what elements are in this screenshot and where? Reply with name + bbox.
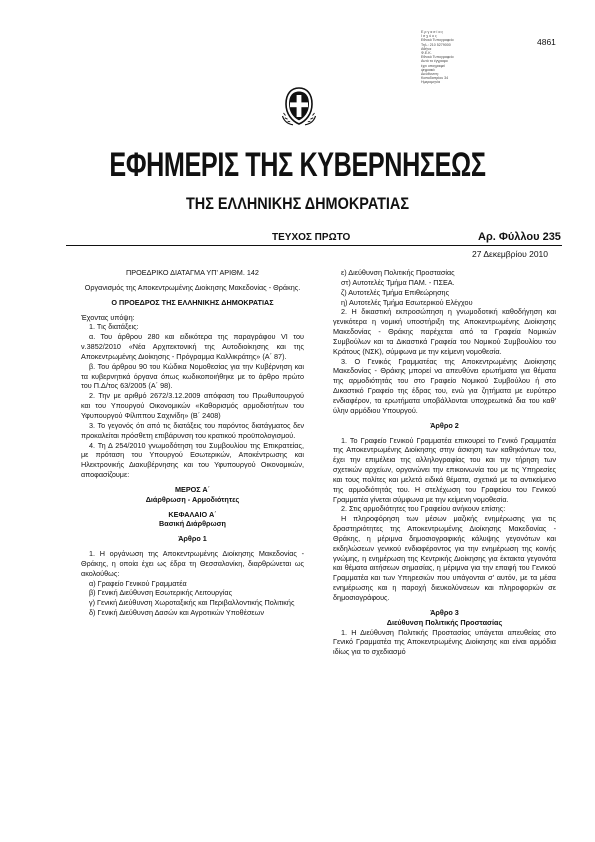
chapter-heading: ΚΕΦΑΛΑΙΟ Α΄ [168, 509, 217, 519]
stamp-line: Ι σ χ ύ ο ς [421, 34, 437, 39]
page-number: 4861 [537, 37, 556, 47]
stamp-line: Αυτό το έγγραφο [421, 59, 448, 64]
paragraph: 1. Τις διατάξεις: [89, 322, 139, 332]
stamp-line: Εθνικό Τυπογραφείο [421, 55, 454, 60]
left-column [81, 268, 304, 618]
article-heading: Άρθρο 3 [430, 607, 459, 617]
list-item: α) Γραφείο Γενικού Γραμματέα [89, 578, 187, 588]
article-heading: Άρθρο 2 [430, 420, 459, 430]
stamp-line: Φ.Ε.Κ. [421, 51, 432, 56]
paragraph: α. Του άρθρου 280 και ειδικότερα της παραγράφου VI του ν.3852/2010 «Νέα Αρχιτεκτονική της Αυτοδιοίκησης και της Αποκεντρωμένης Διοίκησης - Πρόγραμμα Καλλικράτης» (Α΄ 87). [81, 332, 304, 361]
part-heading: ΜΕΡΟΣ Α΄ [174, 484, 211, 494]
header-rule [66, 245, 562, 246]
right-column [333, 268, 556, 657]
stamp-line: έχει υπογραφεί [421, 63, 445, 68]
paragraph: 1. Η οργάνωση της Αποκεντρωμένης Διοίκησης Μακεδονίας - Θράκης, η οποία έχει ως έδρα τη Θεσσαλονίκη, διαρθρώνεται ως ακολούθως: [81, 549, 304, 578]
paragraph: 2. Στις αρμοδιότητες του Γραφείου ανήκουν επίσης: [341, 504, 506, 514]
paragraph: 3. Το γεγονός ότι από τις διατάξεις του παρόντος διατάγματος δεν προκαλείται πρόσθετη επιβάρυνση του κρατικού προϋπολογισμού. [81, 420, 304, 440]
article-heading: Άρθρο 1 [178, 534, 207, 544]
paragraph: 4. Τη Δ 254/2010 γνωμοδότηση του Συμβουλίου της Επικρατείας, με πρόταση του Υπουργού Εσωτερικών, Αποκέντρωσης και Ηλεκτρονικής Διακυβέρνησης και του Υφυπουργού Οικονομικών, αποφασίζουμε: [81, 440, 304, 480]
article-title: Διεύθυνση Πολιτικής Προστασίας [386, 617, 503, 627]
chapter-title: Βασική Διάρθρωση [159, 519, 226, 529]
issue-series: ΤΕΥΧΟΣ ΠΡΩΤΟ [272, 232, 351, 243]
issue-date: 27 Δεκεμβρίου 2010 [472, 249, 549, 259]
stamp-line: Ε ρ γ α σ ί α ς [421, 30, 444, 34]
list-item: δ) Γενική Διεύθυνση Δασών και Αγροτικών Υποθέσεων [89, 608, 264, 618]
gazette-subtitle: ΤΗΣ ΕΛΛΗΝΙΚΗΣ ΔΗΜΟΚΡΑΤΙΑΣ [185, 194, 410, 213]
list-item: η) Αυτοτελές Τμήμα Εσωτερικού Ελέγχου [341, 297, 473, 307]
paragraph: 2. Την με αριθμό 2672/3.12.2009 απόφαση του Πρωθυπουργού και του Υπουργού Οικονομικών «Καθορισμός αρμοδιοτήτων του Υφυπουργού Φίλιππου Σαχινίδη» (Β΄ 2408) [81, 391, 304, 420]
stamp-line: Αθήνα [421, 46, 432, 51]
paragraph: 1. Η Διεύθυνση Πολιτικής Προστασίας υπάγεται απευθείας στο Γενικό Γραμματέα της Αποκεντρωμένης Διοίκησης και είναι αρμόδια ιδίως για το σχεδιασμό [333, 627, 556, 657]
stamp-line: Εθνικό Τυπογραφείο [421, 38, 454, 43]
paragraph: Έχοντας υπόψη: [81, 312, 135, 322]
sheet-number: Αρ. Φύλλου 235 [478, 231, 561, 243]
gazette-title: ΕΦΗΜΕΡΙΣ ΤΗΣ ΚΥΒΕΡΝΗΣΕΩΣ [109, 146, 486, 184]
decree-number: ΠΡΟΕΔΡΙΚΟ ΔΙΑΤΑΓΜΑ ΥΠ' ΑΡΙΘΜ. 142 [126, 268, 259, 277]
president-heading: Ο ΠΡΟΕΔΡΟΣ ΤΗΣ ΕΛΛΗΝΙΚΗΣ ΔΗΜΟΚΡΑΤΙΑΣ [111, 297, 274, 307]
paragraph: Η πληροφόρηση των μέσων μαζικής ενημέρωσης για τις δραστηριότητες της Αποκεντρωμένης Διοίκησης Μακεδονίας - Θράκης, η μέριμνα δημοσιογραφικής κάλυψης γεγονότων και εκδηλώσεων γενικού ενδιαφέροντος για την ενημέρωση της κοινής γνώμης, η ενημέρωση της Κεντρικής Διοίκησης για έκτακτα γεγονότα και θέματα αιτήσεων σημασίας, η μέριμνα για την επαφή του Γενικού Γραμματέα και των Υπηρεσιών που υπάγονται σ' αυτόν, με τα μέσα ενημέρωσης και η παροχή διευκολύνσεων και πληροφοριών σε δημοσιογράφους. [333, 514, 556, 602]
stamp-line: ψηφιακά [421, 67, 435, 72]
stamp-line: Καποδιστρίου 34 [421, 76, 449, 81]
decree-subject: Οργανισμός της Αποκεντρωμένης Διοίκησης Μακεδονίας - Θράκης. [84, 282, 301, 292]
stamp-line: Ημερομηνία [421, 80, 441, 85]
list-item: β) Γενική Διεύθυνση Εσωτερικής Λειτουργίας [89, 588, 233, 598]
coat-of-arms-icon [279, 86, 319, 126]
paragraph: β. Του άρθρου 90 του Κώδικα Νομοθεσίας για την Κυβέρνηση και τα κυβερνητικά όργανα όπως κωδικοποιήθηκε με το άρθρο πρώτο του Π.Δ/τος 63/2005 (Α΄ 98). [81, 361, 304, 391]
list-item: γ) Γενική Διεύθυνση Χωροταξικής και Περιβαλλοντικής Πολιτικής [89, 598, 295, 608]
stamp-line: Διεύθυνση: [421, 72, 439, 77]
digital-signature-stamp [421, 30, 483, 85]
list-item: ζ) Αυτοτελές Τμήμα Επιθεώρησης [341, 287, 450, 297]
paragraph: 3. Ο Γενικός Γραμματέας της Αποκεντρωμένης Διοίκησης Μακεδονίας - Θράκης μπορεί να απευθύνει ερωτήματα για θέματα της αρμοδιότητάς του στο Γραφείο Νομικού Συμβούλου ή στο Δικαστικό Γραφείο της έδρας του, ενώ για ζητήματα με ευρύτερο ενδιαφέρον, τα ερωτήματα υποβάλλονται υποχρεωτικά δια του καθ' ύλην αρμόδιου Υπουργού. [333, 356, 556, 415]
list-item: ε) Διεύθυνση Πολιτικής Προστασίας [341, 268, 455, 277]
stamp-line: Τηλ.: 210 5279000 [421, 42, 451, 47]
paragraph: 2. Η δικαστική εκπροσώπηση η γνωμοδοτική καθοδήγηση και γενικότερα η νομική υποστήριξη της Αποκεντρωμένης Διοίκησης Μακεδονίας - Θράκης παρέχεται από τα Γραφεία Νομικών Συμβούλων και τα Δικαστικά Γραφεία του Νομικού Συμβουλίου του Κράτους (ΝΣΚ), σύμφωνα με την κείμενη νομοθεσία. [333, 307, 556, 356]
paragraph: 1. Το Γραφείο Γενικού Γραμματέα επικουρεί το Γενικό Γραμματέα της Αποκεντρωμένης Διοίκησης στην άσκηση των καθηκόντων του, έχει την επιμέλεια της αλληλογραφίας του και την τήρηση των σχετικών αρχείων, οργανώνει την επικοινωνία του με τις Υπηρεσίες και τους πολίτες και μελετά ειδικά θέματα, σχετικά με τα αντικείμενο της αρμοδιότητάς του. Η στελέχωση του Γραφείου του Γενικού Γραμματέα γίνεται σύμφωνα με την κείμενη νομοθεσία. [333, 435, 556, 504]
list-item: στ) Αυτοτελές Τμήμα ΠΑΜ. - ΠΣΕΑ. [341, 277, 455, 287]
part-title: Διάρθρωση - Αρμοδιότητες [145, 494, 240, 504]
